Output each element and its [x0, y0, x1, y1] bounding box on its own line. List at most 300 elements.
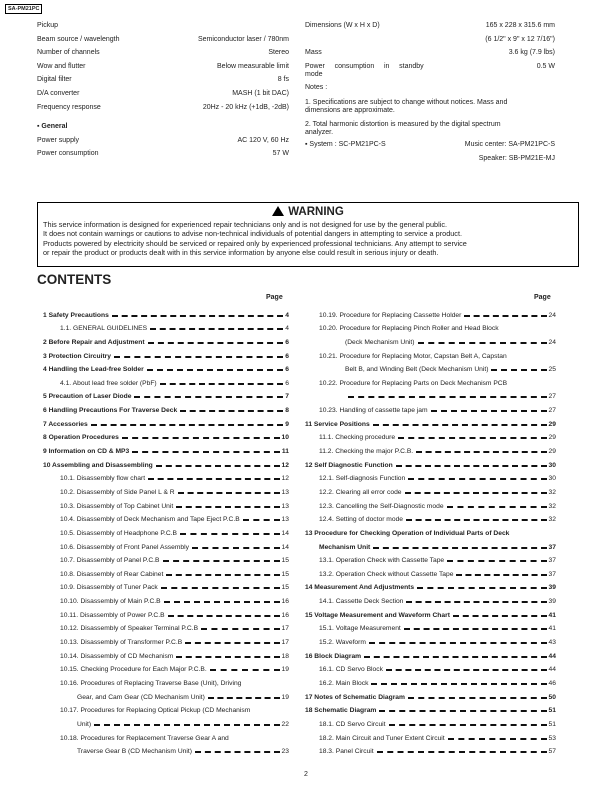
toc-entry-page: 50 — [548, 693, 556, 701]
toc-entry-title: Traverse Gear B (CD Mechanism Unit) — [77, 748, 192, 756]
spec-label: Frequency response — [37, 103, 101, 111]
toc-entry-page: 23 — [281, 748, 289, 756]
toc-entry-title: 1.1. GENERAL GUIDELINES — [60, 325, 148, 333]
toc-entry-title: 10.12. Disassembly of Speaker Terminal P.C.B — [60, 625, 199, 633]
toc-entry-page: 30 — [548, 461, 556, 469]
general-heading: ▪ General — [37, 123, 68, 131]
toc-entry[interactable] — [305, 482, 556, 496]
toc-entry[interactable] — [37, 701, 289, 715]
toc-entry-page: 51 — [548, 720, 556, 728]
toc-entry[interactable] — [305, 360, 556, 374]
toc-entry-title: 11.2. Checking the major P.C.B. — [319, 448, 414, 456]
toc-entry-page: 4 — [285, 311, 289, 319]
toc-leader-dots — [386, 669, 547, 671]
toc-leader-dots — [348, 396, 547, 398]
spec-value: Semiconductor laser / 780nm — [197, 35, 289, 43]
toc-entry-page: 17 — [281, 625, 289, 633]
toc-leader-dots — [122, 437, 280, 439]
toc-leader-dots — [164, 601, 280, 603]
toc-entry[interactable] — [305, 632, 556, 646]
toc-entry[interactable] — [305, 441, 556, 455]
toc-leader-dots — [456, 574, 546, 576]
toc-entry[interactable] — [37, 360, 289, 374]
toc-entry-title: 10.7. Disassembly of Panel P.C.B — [60, 557, 160, 565]
toc-entry-title: 14.1. Cassette Deck Section — [319, 598, 404, 606]
warning-box — [37, 202, 579, 267]
toc-entry[interactable] — [37, 414, 289, 428]
toc-entry-title: 10.15. Checking Procedure for Each Major P.C.B. — [60, 666, 207, 674]
toc-leader-dots — [180, 533, 280, 535]
toc-leader-dots — [160, 383, 284, 385]
toc-entry-page: 27 — [548, 407, 556, 415]
toc-leader-dots — [416, 451, 546, 453]
spec-label: Wow and flutter — [37, 62, 86, 70]
toc-entry[interactable] — [37, 305, 289, 319]
toc-entry-page: 14 — [281, 529, 289, 537]
toc-entry-page: 16 — [281, 598, 289, 606]
toc-entry-page: 11 — [281, 448, 289, 456]
toc-entry-title: 10.23. Handling of cassette tape jam — [319, 407, 428, 415]
toc-leader-dots — [134, 396, 283, 398]
toc-leader-dots — [491, 369, 546, 371]
toc-right-column — [305, 305, 556, 755]
note-1: 1. Specifications are subject to change without notices. Mass and dimensions are approximate. — [305, 99, 508, 115]
standby-value: 0.5 W — [536, 62, 555, 70]
toc-leader-dots — [163, 560, 280, 562]
toc-entry-page: 13 — [281, 488, 289, 496]
toc-entry-title: 11.1. Checking procedure — [319, 434, 396, 442]
toc-leader-dots — [192, 547, 280, 549]
toc-entry[interactable] — [305, 305, 556, 319]
toc-entry-page: 29 — [548, 434, 556, 442]
toc-entry-title: 16.1. CD Servo Block — [319, 666, 383, 674]
toc-entry-page: 19 — [281, 666, 289, 674]
toc-entry[interactable] — [305, 646, 556, 660]
toc-leader-dots — [417, 587, 546, 589]
toc-entry[interactable] — [37, 660, 289, 674]
toc-entry[interactable] — [305, 591, 556, 605]
toc-leader-dots — [91, 424, 284, 426]
toc-entry[interactable] — [305, 605, 556, 619]
toc-entry-title: 13.2. Operation Check without Cassette Tape — [319, 570, 454, 578]
toc-entry-page: 29 — [548, 420, 556, 428]
page-label-left: Page — [266, 294, 283, 301]
spec-row — [37, 49, 289, 63]
mass-label: Mass — [305, 49, 322, 57]
toc-entry-title: 15.2. Waveform — [319, 639, 366, 647]
toc-entry-page: 7 — [285, 393, 289, 401]
spec-row — [37, 76, 289, 90]
toc-leader-dots — [396, 465, 547, 467]
toc-entry-title: 10.8. Disassembly of Rear Cabinet — [60, 570, 164, 578]
toc-leader-dots — [168, 615, 280, 617]
toc-entry-page: 10 — [281, 434, 289, 442]
toc-leader-dots — [404, 628, 547, 630]
toc-leader-dots — [148, 478, 279, 480]
toc-entry-title: Mechanism Unit — [319, 543, 371, 551]
toc-entry[interactable] — [37, 346, 289, 360]
standby-label-2: mode — [305, 70, 323, 78]
toc-leader-dots — [405, 492, 547, 494]
toc-entry-title: 10.4. Disassembly of Deck Mechanism and Tape Eject P.C.B — [60, 516, 240, 524]
spec-row — [37, 137, 289, 151]
toc-entry[interactable] — [305, 701, 556, 715]
toc-entry-page: 41 — [548, 625, 556, 633]
toc-entry-title: 1 Safety Precautions — [43, 311, 109, 319]
toc-entry[interactable] — [37, 673, 289, 687]
spec-value: 20Hz - 20 kHz (+1dB, -2dB) — [202, 103, 289, 111]
toc-left-column — [37, 305, 289, 755]
toc-entry-page: 12 — [281, 475, 289, 483]
toc-entry-page: 37 — [548, 543, 556, 551]
toc-leader-dots — [150, 328, 283, 330]
toc-leader-dots — [147, 369, 284, 371]
toc-entry-page: 8 — [285, 407, 289, 415]
toc-leader-dots — [389, 724, 547, 726]
toc-entry-title: 10.3. Disassembly of Top Cabinet Unit — [60, 502, 174, 510]
toc-leader-dots — [408, 478, 546, 480]
toc-entry[interactable] — [305, 400, 556, 414]
spec-row — [37, 36, 289, 50]
toc-leader-dots — [243, 519, 280, 521]
toc-entry-title: Gear, and Cam Gear (CD Mechanism Unit) — [77, 693, 205, 701]
toc-entry[interactable] — [305, 319, 556, 333]
toc-leader-dots — [369, 642, 547, 644]
toc-entry[interactable] — [37, 496, 289, 510]
toc-entry-title: 6 Handling Precautions For Traverse Deck — [43, 407, 178, 415]
toc-entry[interactable] — [37, 714, 289, 728]
specs-right — [305, 22, 555, 169]
toc-leader-dots — [408, 697, 547, 699]
toc-entry[interactable] — [37, 605, 289, 619]
toc-leader-dots — [418, 342, 547, 344]
toc-entry-title: 17 Notes of Schematic Diagram — [305, 693, 405, 701]
toc-leader-dots — [364, 656, 546, 658]
toc-entry[interactable] — [37, 400, 289, 414]
toc-entry-title: Unit) — [77, 720, 92, 728]
toc-entry-page: 44 — [548, 652, 556, 660]
toc-entry-title: 16.2. Main Block — [319, 679, 369, 687]
toc-entry-page: 22 — [281, 720, 289, 728]
toc-entry-page: 46 — [548, 679, 556, 687]
toc-entry[interactable] — [305, 510, 556, 524]
toc-entry[interactable] — [37, 578, 289, 592]
spec-label: Beam source / wavelength — [37, 35, 120, 43]
toc-entry-title: 10.13. Disassembly of Transformer P.C.B — [60, 639, 183, 647]
toc-entry-page: 39 — [548, 584, 556, 592]
toc-entry-title: 10.21. Procedure for Replacing Motor, Capstan Belt A, Capstan — [319, 352, 507, 360]
standby-label: Power consumption in standby — [305, 62, 424, 70]
toc-leader-dots — [398, 437, 546, 439]
toc-entry-title: 10.9. Disassembly of Tuner Pack — [60, 584, 158, 592]
toc-leader-dots — [180, 410, 283, 412]
toc-entry-title: 10.1. Disassembly flow chart — [60, 475, 146, 483]
toc-entry-title: 5 Precaution of Laser Diode — [43, 393, 132, 401]
toc-entry-page: 6 — [285, 366, 289, 374]
toc-entry[interactable] — [305, 578, 556, 592]
toc-entry-title: 18.1. CD Servo Circuit — [319, 720, 386, 728]
toc-entry[interactable] — [305, 455, 556, 469]
toc-entry[interactable] — [305, 551, 556, 565]
toc-entry-title: 4.1. About lead free solder (PbF) — [60, 379, 157, 387]
contents-title: CONTENTS — [37, 272, 112, 287]
toc-leader-dots — [406, 601, 546, 603]
toc-entry[interactable] — [37, 510, 289, 524]
warning-title: WARNING — [38, 205, 578, 219]
spec-row — [37, 90, 289, 104]
toc-entry-title: 10.5. Disassembly of Headphone P.C.B — [60, 529, 177, 537]
toc-leader-dots — [201, 628, 280, 630]
toc-entry-page: 44 — [548, 666, 556, 674]
toc-entry-page: 32 — [548, 488, 556, 496]
toc-entry[interactable] — [305, 523, 556, 537]
spec-label: Power consumption — [37, 150, 99, 158]
toc-entry[interactable] — [305, 619, 556, 633]
warning-text: This service information is designed for experienced repair technicians only and is not designed for use by the general public. It does not contain warnings or cautions to advise non-technical individuals of potential dangers in attempting to service a product. Products powered by electricity should be serviced or repaired only by experienced professional technicians. Any attempt to service or repair the product or products dealt with in this service information by anyone else could result in serious injury or death. — [43, 220, 467, 257]
toc-leader-dots — [185, 642, 279, 644]
toc-entry-page: 19 — [281, 693, 289, 701]
toc-entry[interactable] — [305, 687, 556, 701]
toc-entry[interactable] — [305, 660, 556, 674]
toc-entry[interactable] — [37, 728, 289, 742]
toc-entry-title: 10.18. Procedures for Replacement Traverse Gear A and — [60, 734, 229, 742]
toc-entry-title: 10 Assembling and Disassembling — [43, 461, 153, 469]
toc-entry-title: 3 Protection Circuitry — [43, 352, 112, 360]
toc-leader-dots — [156, 465, 280, 467]
spec-value: MASH (1 bit DAC) — [232, 89, 289, 97]
toc-entry[interactable] — [37, 564, 289, 578]
toc-entry-page: 15 — [281, 584, 289, 592]
spec-row — [37, 22, 289, 36]
toc-entry[interactable] — [37, 441, 289, 455]
toc-entry-page: 41 — [548, 611, 556, 619]
toc-entry-title: 9 Information on CD & MP3 — [43, 448, 130, 456]
toc-leader-dots — [94, 724, 279, 726]
toc-leader-dots — [373, 547, 546, 549]
toc-entry[interactable] — [37, 523, 289, 537]
toc-entry[interactable] — [37, 742, 289, 756]
toc-entry-page: 39 — [548, 598, 556, 606]
toc-entry[interactable] — [37, 632, 289, 646]
spec-label: Digital filter — [37, 76, 72, 84]
toc-entry-page: 4 — [285, 325, 289, 333]
toc-entry-title: 13 Procedure for Checking Operation of Individual Parts of Deck — [305, 529, 510, 537]
spec-label: Number of channels — [37, 49, 100, 57]
toc-entry[interactable] — [305, 714, 556, 728]
toc-entry-title: 12 Self Diagnostic Function — [305, 461, 393, 469]
toc-entry[interactable] — [37, 619, 289, 633]
toc-entry-title: 10.2. Disassembly of Side Panel L & R — [60, 488, 175, 496]
toc-leader-dots — [371, 683, 546, 685]
toc-entry-page: 24 — [548, 311, 556, 319]
toc-entry-title: 15 Voltage Measurement and Waveform Chart — [305, 611, 450, 619]
toc-entry[interactable] — [37, 482, 289, 496]
page-number: 2 — [304, 771, 308, 778]
toc-leader-dots — [148, 342, 284, 344]
toc-entry[interactable] — [37, 319, 289, 333]
toc-entry[interactable] — [37, 687, 289, 701]
spec-label: D/A converter — [37, 89, 80, 97]
toc-entry-page: 53 — [548, 734, 556, 742]
toc-entry-title: 10.17. Procedures for Replacing Optical Pickup (CD Mechanism — [60, 707, 251, 715]
spec-label: Pickup — [37, 22, 59, 29]
toc-entry-title: 10.16. Procedures of Replacing Traverse Base (Unit), Driving — [60, 679, 242, 687]
mass-value: 3.6 kg (7.9 lbs) — [508, 49, 555, 57]
toc-entry-title: 12.1. Self-diagnosis Function — [319, 475, 406, 483]
toc-leader-dots — [176, 506, 279, 508]
toc-entry-page: 16 — [281, 611, 289, 619]
toc-entry-page: 9 — [285, 420, 289, 428]
toc-entry[interactable] — [37, 591, 289, 605]
toc-entry-page: 57 — [548, 748, 556, 756]
spec-row — [37, 150, 289, 164]
toc-entry[interactable] — [37, 469, 289, 483]
specs-left — [37, 22, 289, 164]
toc-entry-page: 13 — [281, 516, 289, 524]
spec-label: Power supply — [37, 136, 80, 144]
toc-leader-dots — [114, 356, 283, 358]
toc-entry-title: 2 Before Repair and Adjustment — [43, 338, 145, 346]
toc-entry-title: 10.11. Disassembly of Power P.C.B — [60, 611, 165, 619]
spec-value: 8 fs — [277, 76, 289, 84]
toc-entry-page: 27 — [548, 393, 556, 401]
toc-leader-dots — [406, 519, 547, 521]
toc-entry-page: 15 — [281, 557, 289, 565]
system-speaker: Speaker: SB-PM21E-MJ — [478, 154, 555, 162]
toc-entry-page: 6 — [285, 338, 289, 346]
toc-entry[interactable] — [305, 387, 556, 401]
toc-entry-title: 10.19. Procedure for Replacing Cassette Holder — [319, 311, 462, 319]
toc-entry-page: 32 — [548, 516, 556, 524]
toc-entry-title: 10.6. Disassembly of Front Panel Assembly — [60, 543, 189, 551]
toc-entry-page: 14 — [281, 543, 289, 551]
toc-entry-title: 12.4. Setting of doctor mode — [319, 516, 404, 524]
toc-entry-page: 13 — [281, 502, 289, 510]
toc-leader-dots — [447, 506, 547, 508]
toc-leader-dots — [377, 751, 547, 753]
toc-leader-dots — [178, 492, 280, 494]
spec-row — [37, 104, 289, 118]
toc-leader-dots — [208, 697, 280, 699]
toc-entry[interactable] — [305, 673, 556, 687]
toc-entry-page: 6 — [285, 379, 289, 387]
toc-entry[interactable] — [305, 414, 556, 428]
toc-leader-dots — [195, 751, 280, 753]
toc-leader-dots — [166, 574, 279, 576]
toc-leader-dots — [447, 560, 546, 562]
toc-entry[interactable] — [305, 469, 556, 483]
toc-entry[interactable] — [305, 496, 556, 510]
toc-entry-title: 4 Handling the Lead-free Solder — [43, 366, 144, 374]
toc-entry[interactable] — [305, 428, 556, 442]
toc-entry[interactable] — [305, 373, 556, 387]
toc-entry-page: 51 — [548, 707, 556, 715]
note-2: 2. Total harmonic distortion is measured by the digital spectrum analyzer. — [305, 121, 501, 137]
toc-entry-title: 14 Measurement And Adjustments — [305, 584, 415, 592]
toc-entry-page: 24 — [548, 338, 556, 346]
toc-entry-title: 16 Block Diagram — [305, 652, 362, 660]
document-tag: SA-PM21PC — [5, 4, 42, 14]
spec-value: AC 120 V, 60 Hz — [237, 136, 289, 144]
toc-entry-page: 37 — [548, 570, 556, 578]
toc-entry-title: 12.3. Cancelling the Self-Diagnostic mode — [319, 502, 444, 510]
toc-leader-dots — [448, 738, 547, 740]
toc-entry[interactable] — [305, 564, 556, 578]
toc-entry-title: 7 Accessories — [43, 420, 88, 428]
toc-leader-dots — [431, 410, 547, 412]
toc-entry-title: 18 Schematic Diagram — [305, 707, 377, 715]
toc-entry[interactable] — [305, 346, 556, 360]
toc-entry[interactable] — [37, 332, 289, 346]
spec-value: Stereo — [268, 49, 289, 57]
toc-entry[interactable] — [305, 728, 556, 742]
toc-leader-dots — [176, 656, 279, 658]
toc-entry-title: 18.3. Panel Circuit — [319, 748, 374, 756]
toc-entry[interactable] — [37, 551, 289, 565]
toc-entry[interactable] — [37, 646, 289, 660]
toc-leader-dots — [379, 710, 546, 712]
toc-leader-dots — [161, 587, 280, 589]
spec-value: 57 W — [272, 150, 289, 158]
toc-entry-title: 15.1. Voltage Measurement — [319, 625, 401, 633]
toc-entry[interactable] — [37, 428, 289, 442]
toc-entry-title: Belt B, and Winding Belt (Deck Mechanism Unit) — [345, 366, 489, 374]
notes-label: Notes : — [305, 84, 328, 92]
toc-entry-page: 29 — [548, 448, 556, 456]
toc-entry-page: 43 — [548, 639, 556, 647]
spec-row — [37, 63, 289, 77]
dimensions-label: Dimensions (W x H x D) — [305, 22, 380, 29]
toc-entry-page: 17 — [281, 639, 289, 647]
toc-entry-title: (Deck Mechanism Unit) — [345, 338, 415, 346]
toc-entry-title: 12.2. Clearing all error code — [319, 488, 402, 496]
toc-leader-dots — [373, 424, 547, 426]
toc-entry[interactable] — [305, 537, 556, 551]
toc-entry[interactable] — [37, 455, 289, 469]
toc-entry-page: 15 — [281, 570, 289, 578]
toc-leader-dots — [112, 315, 283, 317]
toc-leader-dots — [464, 315, 546, 317]
toc-entry-page: 25 — [548, 366, 556, 374]
toc-leader-dots — [132, 451, 280, 453]
toc-entry-page: 6 — [285, 352, 289, 360]
dimensions-inch: (6 1/2" x 9" x 12 7/16") — [485, 35, 555, 43]
toc-entry-title: 11 Service Positions — [305, 420, 370, 428]
toc-entry-title: 18.2. Main Circuit and Tuner Extent Circuit — [319, 734, 445, 742]
toc-entry-title: 10.20. Procedure for Replacing Pinch Roller and Head Block — [319, 325, 499, 333]
toc-entry[interactable] — [305, 742, 556, 756]
toc-entry-title: 10.10. Disassembly of Main P.C.B — [60, 598, 161, 606]
toc-entry-title: 10.14. Disassembly of CD Mechanism — [60, 652, 174, 660]
toc-entry[interactable] — [37, 387, 289, 401]
toc-entry-page: 30 — [548, 475, 556, 483]
toc-entry[interactable] — [305, 332, 556, 346]
system-music: Music center: SA-PM21PC-S — [464, 141, 555, 149]
page-label-right: Page — [534, 294, 551, 301]
toc-entry-title: 13.1. Operation Check with Cassette Tape — [319, 557, 445, 565]
warning-triangle-icon — [272, 206, 284, 216]
spec-value: Below measurable limit — [217, 62, 289, 70]
toc-entry[interactable] — [37, 373, 289, 387]
toc-leader-dots — [210, 669, 280, 671]
system-label: ▪ System : SC-PM21PC-S — [305, 141, 386, 149]
toc-leader-dots — [453, 615, 547, 617]
toc-entry-page: 32 — [548, 502, 556, 510]
toc-entry-title: 8 Operation Procedures — [43, 434, 119, 442]
toc-entry-page: 12 — [281, 461, 289, 469]
toc-entry[interactable] — [37, 537, 289, 551]
toc-entry-title: 10.22. Procedure for Replacing Parts on Deck Mechanism PCB — [319, 379, 508, 387]
